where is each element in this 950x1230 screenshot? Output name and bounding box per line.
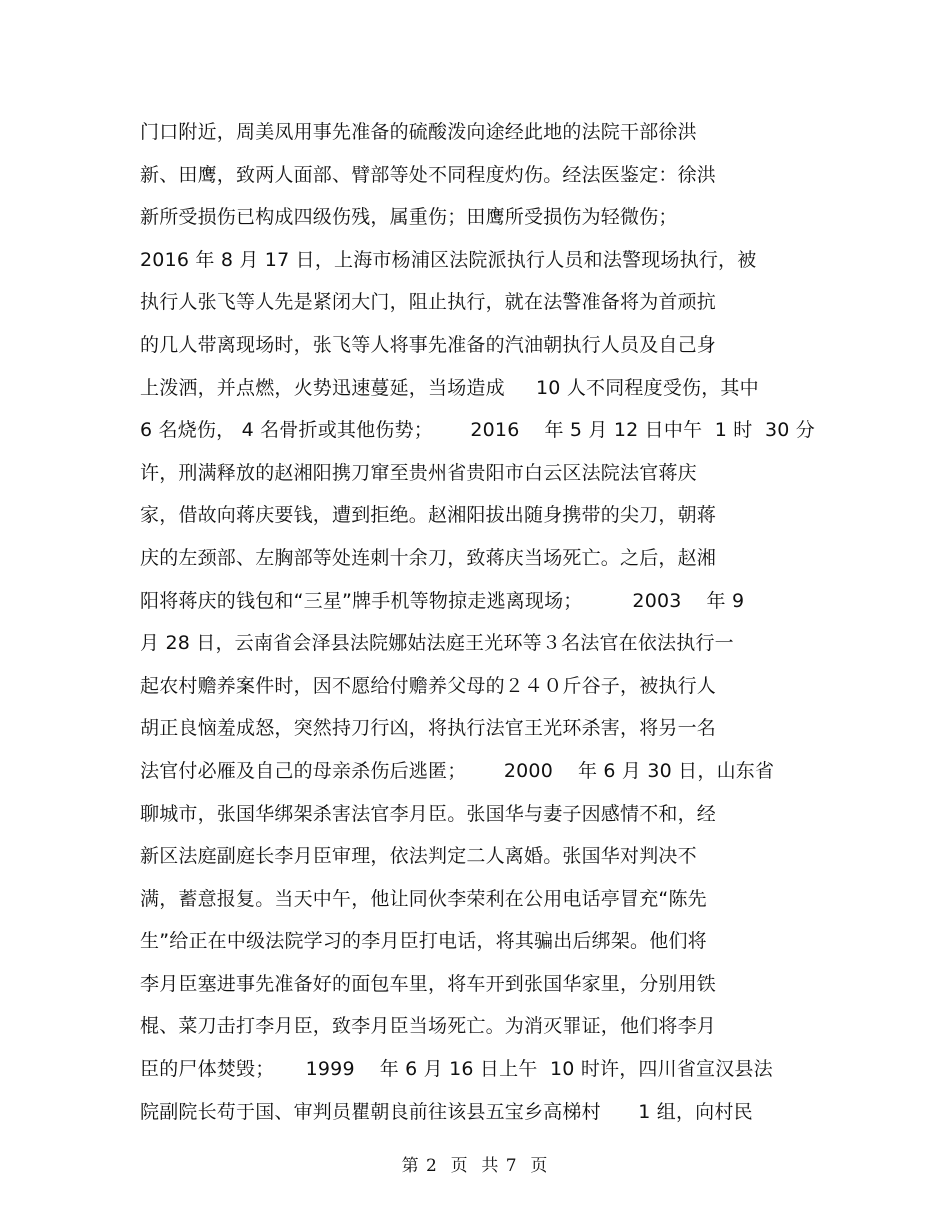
text-line: 聊城市，张国华绑架杀害法官李月臣。张国华与妻子因感情不和，经 [140, 802, 717, 825]
text-line: 6 名烧伤， 4 名骨折或其他伤势； 2016 年 5 月 12 日中午 1 时 30 分 [140, 419, 815, 442]
text-line: 臣的尸体焚毁； 1999 年 6 月 16 日上午 10 时许，四川省宣汉县法 [140, 1058, 773, 1081]
text-line: 院副院长苟于国、审判员瞿朝良前往该县五宝乡高梯村 1 组，向村民 [140, 1100, 753, 1123]
text-line: 生”给正在中级法院学习的李月臣打电话，将其骗出后绑架。他们将 [140, 930, 707, 953]
page-number-footer: 第 2 页 共 7 页 [401, 1156, 549, 1176]
text-line: 新所受损伤已构成四级伤残，属重伤；田鹰所受损伤为轻微伤； [140, 206, 678, 229]
text-line: 庆的左颈部、左胸部等处连刺十余刀，致蒋庆当场死亡。之后，赵湘 [140, 546, 717, 569]
text-line: 新、田鹰，致两人面部、臂部等处不同程度灼伤。经法医鉴定：徐洪 [140, 163, 717, 186]
text-line: 2016 年 8 月 17 日，上海市杨浦区法院派执行人员和法警现场执行，被 [140, 248, 757, 271]
text-line: 的几人带离现场时，张飞等人将事先准备的汽油朝执行人员及自己身 [140, 333, 717, 356]
text-line: 许，刑满释放的赵湘阳携刀窜至贵州省贵阳市白云区法院法官蒋庆 [140, 461, 697, 484]
text-line: 阳将蒋庆的钱包和“三星”牌手机等物掠走逃离现场； 2003 年 9 [140, 589, 745, 612]
text-line: 胡正良恼羞成怒，突然持刀行凶，将执行法官王光环杀害，将另一名 [140, 717, 717, 740]
text-line: 执行人张飞等人先是紧闭大门，阻止执行，就在法警准备将为首顽抗 [140, 291, 717, 314]
body-text [140, 111, 830, 1133]
text-line: 满，蓄意报复。当天中午，他让同伙李荣利在公用电话亭冒充“陈先 [140, 887, 707, 910]
text-line: 上泼洒，并点燃，火势迅速蔓延，当场造成 10 人不同程度受伤，其中 [140, 376, 759, 399]
text-line: 李月臣塞进事先准备好的面包车里，将车开到张国华家里，分别用铁 [140, 972, 717, 995]
text-line: 门口附近，周美凤用事先准备的硫酸泼向途经此地的法院干部徐洪 [140, 121, 697, 143]
text-line: 起农村赡养案件时，因不愿给付赡养父母的２４０斤谷子，被执行人 [140, 674, 717, 697]
text-line: 月 28 日，云南省会泽县法院娜姑法庭王光环等３名法官在依法执行一 [140, 632, 734, 655]
text-line: 法官付必雁及自己的母亲杀伤后逃匿； 2000 年 6 月 30 日，山东省 [140, 759, 775, 782]
text-line: 新区法庭副庭长李月臣审理，依法判定二人离婚。张国华对判决不 [140, 845, 697, 868]
text-line: 家，借故向蒋庆要钱，遭到拒绝。赵湘阳拔出随身携带的尖刀，朝蒋 [140, 504, 717, 527]
text-line: 棍、菜刀击打李月臣，致李月臣当场死亡。为消灭罪证，他们将李月 [140, 1015, 717, 1038]
